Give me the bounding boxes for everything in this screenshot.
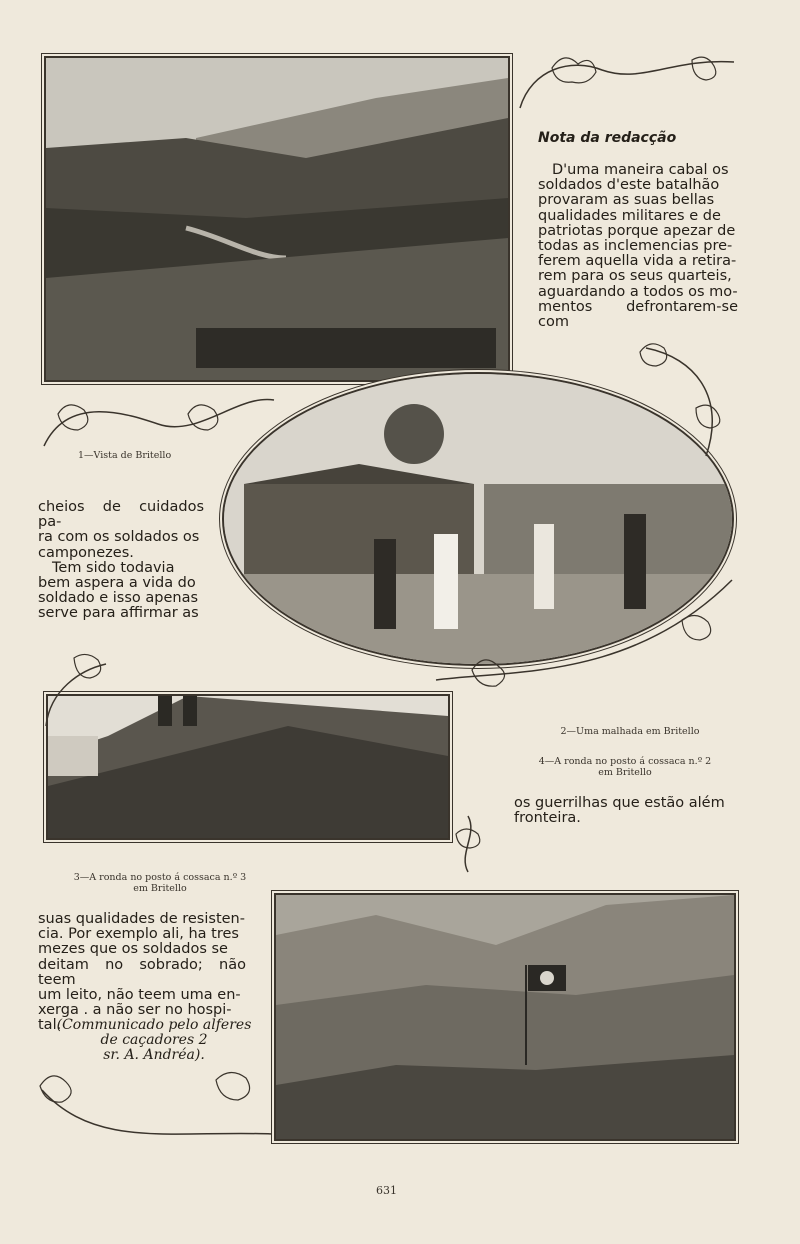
vine-ornament-top-right	[512, 48, 736, 118]
photo-ronda-cossaca-2	[274, 893, 736, 1141]
text-line: suas qualidades de resisten-	[38, 911, 245, 927]
text-line: fronteira.	[514, 810, 581, 827]
vine-ornament-left-middle	[40, 650, 112, 730]
text-line: rem para os seus quarteis,	[538, 268, 732, 285]
signature-line: (Communicado pelo alferes	[56, 1017, 252, 1033]
text-line: serve para affirmar as	[38, 605, 199, 622]
text-line: mezes que os soldados se	[38, 941, 228, 958]
signature-block	[44, 1018, 264, 1064]
photo-vista-britello	[44, 56, 510, 382]
text-line: aguardando a todos os mo-	[538, 283, 738, 300]
caption-photo-3-line1: 3—A ronda no posto á cossaca n.º 3	[73, 872, 247, 883]
vine-ornament-left	[38, 384, 278, 454]
paragraph-right	[538, 163, 738, 330]
text-line: qualidades militares e de	[538, 207, 721, 224]
signature-line: de caçadores 2	[100, 1032, 208, 1049]
text-line: um leito, não teem uma en-	[38, 987, 241, 1004]
text-line: provaram as suas bellas	[538, 192, 715, 209]
text-line: bem aspera a vida do	[38, 575, 196, 592]
paragraph-right-end	[514, 796, 738, 826]
text-line: cia. Por exemplo ali, ha tres	[38, 926, 239, 943]
caption-photo-4-line1: 4—A ronda no posto á cossaca n.º 2	[538, 756, 712, 767]
caption-photo-3-line2: em Britello	[133, 883, 187, 894]
caption-photo-1: 1—Vista de Britello	[78, 450, 172, 461]
paragraph-bottom	[38, 912, 246, 1034]
article-heading: Nota da redacção	[538, 130, 677, 146]
text-line: D'uma maneira cabal os	[552, 162, 729, 178]
caption-photo-4-line2: em Britello	[598, 767, 652, 778]
text-line: ferem aquella vida a retira-	[538, 253, 737, 270]
text-line: mentos defrontarem-se com	[538, 298, 738, 331]
page-number: 631	[376, 1184, 397, 1197]
signature-line: sr. A. Andréa).	[103, 1047, 205, 1064]
text-line: todas as inclemencias pre-	[538, 238, 733, 255]
text-line: camponezes.	[38, 544, 134, 561]
vine-ornament-small	[448, 814, 492, 874]
text-line: soldado e isso apenas	[38, 590, 199, 607]
text-line: tal.	[38, 1017, 62, 1034]
vine-ornament-bottom-left	[36, 1060, 276, 1150]
paragraph-left	[38, 500, 204, 622]
caption-photo-2: 2—Uma malhada em Britello	[560, 726, 700, 737]
text-line: xerga . a não ser no hospi-	[38, 1002, 232, 1019]
text-line: soldados d'este batalhão	[538, 177, 720, 194]
vine-ornament-right-middle	[636, 338, 740, 458]
text-line: ra com os soldados os	[38, 529, 200, 546]
text-line: Tem sido todavia	[52, 559, 175, 576]
text-line: deitam no sobrado; não teem	[38, 956, 246, 988]
text-line: patriotas porque apezar de	[538, 222, 736, 239]
vine-ornament-center	[432, 560, 738, 700]
text-line: os guerrilhas que estão além	[514, 795, 725, 811]
text-line: cheios de cuidados pa-	[38, 499, 204, 531]
